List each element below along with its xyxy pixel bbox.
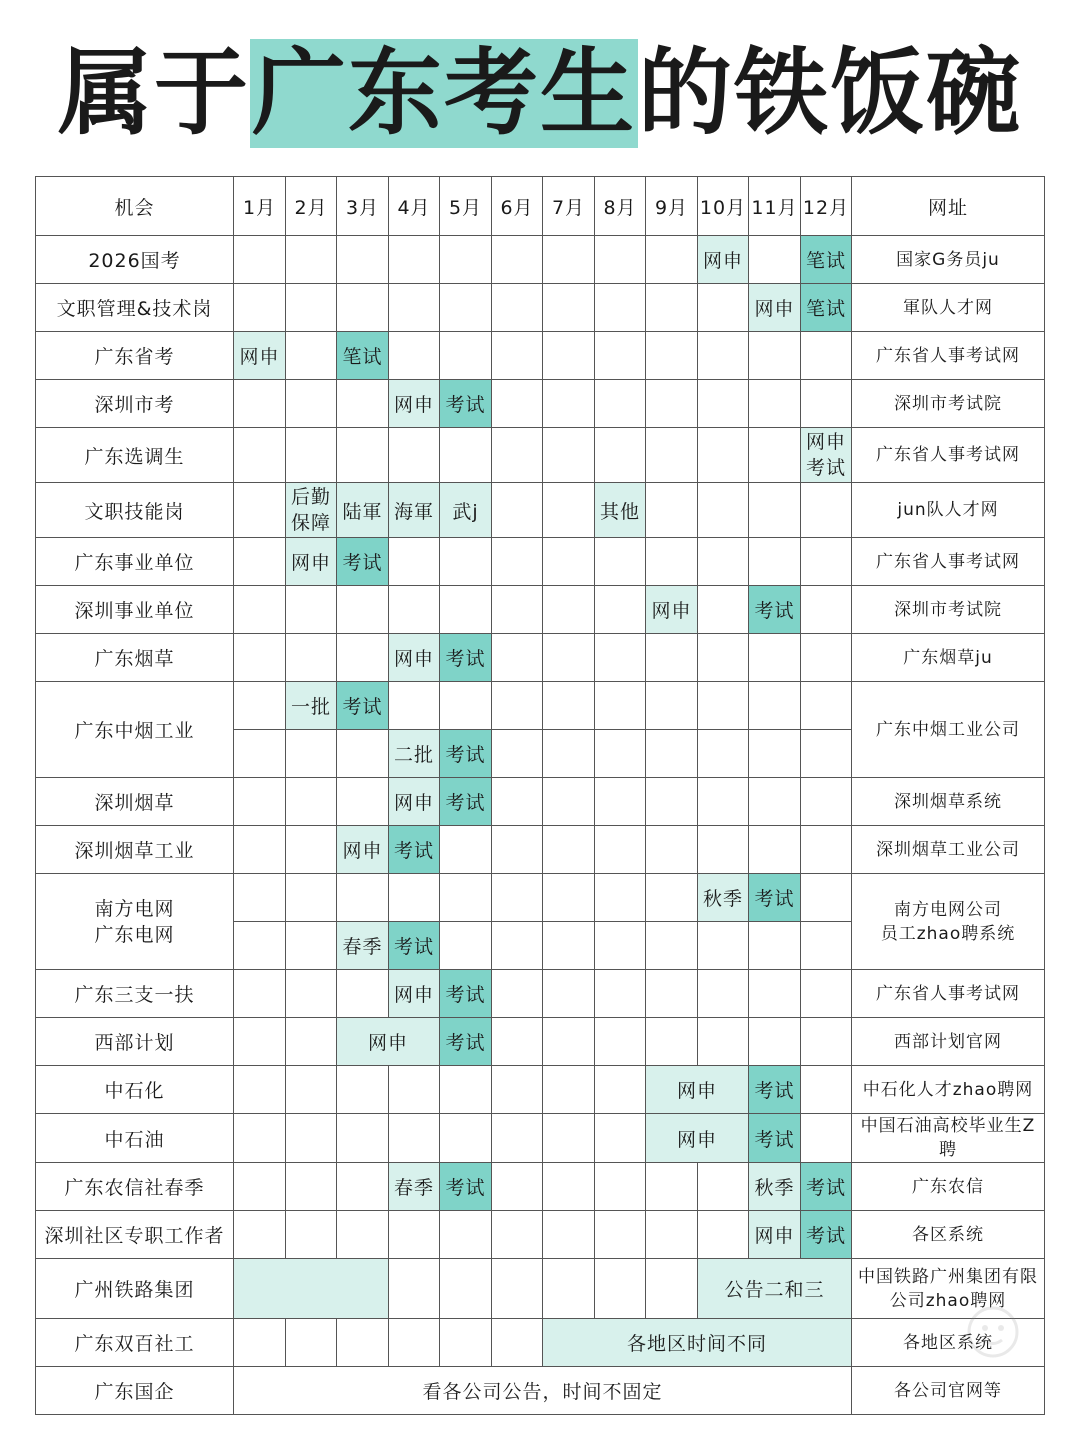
table-row <box>36 970 1045 1018</box>
header-website: 网址 <box>852 177 1045 236</box>
table-row <box>36 826 1045 874</box>
header-month: 1月 <box>234 177 286 236</box>
watermark-mascot-icon <box>958 1300 1028 1370</box>
opportunity-name: 广州铁路集团 <box>36 1259 234 1319</box>
website-name: 深圳市考试院 <box>852 380 1045 428</box>
schedule-cell: 考试 <box>337 682 389 730</box>
table-row <box>36 284 1045 332</box>
header-month: 12月 <box>801 177 852 236</box>
schedule-cell: 考试 <box>337 538 389 586</box>
website-name: 广东省人事考试网 <box>852 538 1045 586</box>
schedule-cell: 网申 <box>749 284 801 332</box>
table-row <box>36 586 1045 634</box>
table-row <box>36 1163 1045 1211</box>
schedule-cell: 考试 <box>749 874 801 922</box>
website-name: 中石化人才zhao聘网 <box>852 1066 1045 1114</box>
table-row <box>36 682 1045 730</box>
schedule-cell: 考试 <box>440 380 492 428</box>
schedule-cell: 陆軍 <box>337 483 389 538</box>
schedule-cell: 春季 <box>389 1163 440 1211</box>
table-row <box>36 778 1045 826</box>
table-row <box>36 332 1045 380</box>
table-row <box>36 1114 1045 1163</box>
table-row <box>36 538 1045 586</box>
website-name: 深圳烟草工业公司 <box>852 826 1045 874</box>
header-month: 10月 <box>698 177 749 236</box>
schedule-cell: 笔试 <box>801 236 852 284</box>
header-month: 6月 <box>492 177 543 236</box>
schedule-cell: 考试 <box>749 1114 801 1163</box>
header-month: 2月 <box>286 177 337 236</box>
schedule-cell: 考试 <box>440 1018 492 1066</box>
website-name: 各地区系统 <box>852 1319 1045 1367</box>
schedule-cell: 春季 <box>337 922 389 970</box>
schedule-cell: 后勤 保障 <box>286 483 337 538</box>
schedule-cell: 考试 <box>389 826 440 874</box>
schedule-cell: 笔试 <box>801 284 852 332</box>
schedule-cell: 网申 <box>646 1066 749 1114</box>
website-name: 軍队人才网 <box>852 284 1045 332</box>
schedule-cell: 看各公司公告，时间不固定 <box>234 1367 852 1415</box>
schedule-cell: 网申 <box>389 970 440 1018</box>
opportunity-name: 中石油 <box>36 1114 234 1163</box>
opportunity-name: 深圳市考 <box>36 380 234 428</box>
website-name: 西部计划官网 <box>852 1018 1045 1066</box>
schedule-cell: 考试 <box>440 634 492 682</box>
website-name: 深圳烟草系统 <box>852 778 1045 826</box>
opportunity-name: 广东国企 <box>36 1367 234 1415</box>
opportunity-name: 广东双百社工 <box>36 1319 234 1367</box>
website-name: 广东农信 <box>852 1163 1045 1211</box>
table-row <box>36 428 1045 483</box>
schedule-cell: 考试 <box>801 1211 852 1259</box>
header-month: 3月 <box>337 177 389 236</box>
opportunity-name: 文职管理&技术岗 <box>36 284 234 332</box>
opportunity-name: 广东事业单位 <box>36 538 234 586</box>
schedule-cell: 网申 考试 <box>801 428 852 483</box>
website-name: 中国石油高校毕业生Z聘 <box>852 1114 1045 1163</box>
opportunity-name: 深圳社区专职工作者 <box>36 1211 234 1259</box>
schedule-cell: 二批 <box>389 730 440 778</box>
schedule-cell: 网申 <box>286 538 337 586</box>
schedule-cell: 考试 <box>801 1163 852 1211</box>
schedule-cell: 网申 <box>389 634 440 682</box>
website-name: 国家G务员ju <box>852 236 1045 284</box>
schedule-cell: 考试 <box>440 1163 492 1211</box>
table-row <box>36 1367 1045 1415</box>
opportunity-name: 南方电网 广东电网 <box>36 874 234 970</box>
table-row <box>36 380 1045 428</box>
schedule-cell: 各地区时间不同 <box>543 1319 852 1367</box>
schedule-cell: 网申 <box>646 1114 749 1163</box>
title-suffix: 的铁饭碗 <box>638 39 1023 148</box>
schedule-cell: 网申 <box>234 332 286 380</box>
opportunity-name: 深圳烟草工业 <box>36 826 234 874</box>
website-name: 广东中烟工业公司 <box>852 682 1045 778</box>
title-highlight: 广东考生 <box>251 39 636 148</box>
schedule-cell: 网申 <box>337 1018 440 1066</box>
schedule-cell: 秋季 <box>749 1163 801 1211</box>
opportunity-name: 广东选调生 <box>36 428 234 483</box>
schedule-cell: 考试 <box>440 730 492 778</box>
page-title <box>0 38 1080 150</box>
website-name: 各区系统 <box>852 1211 1045 1259</box>
table-row <box>36 1259 1045 1319</box>
schedule-cell: 网申 <box>337 826 389 874</box>
schedule-cell: 网申 <box>698 236 749 284</box>
schedule-cell: 网申 <box>749 1211 801 1259</box>
table-row <box>36 1066 1045 1114</box>
schedule-cell: 考试 <box>749 1066 801 1114</box>
opportunity-name: 广东烟草 <box>36 634 234 682</box>
opportunity-name: 广东农信社春季 <box>36 1163 234 1211</box>
header-month: 4月 <box>389 177 440 236</box>
website-name: 各公司官网等 <box>852 1367 1045 1415</box>
header-month: 5月 <box>440 177 492 236</box>
header-month: 7月 <box>543 177 595 236</box>
title-prefix: 属于 <box>57 39 250 148</box>
opportunity-name: 文职技能岗 <box>36 483 234 538</box>
opportunity-name: 广东三支一扶 <box>36 970 234 1018</box>
website-name: 广东省人事考试网 <box>852 428 1045 483</box>
schedule-cell: 秋季 <box>698 874 749 922</box>
schedule-cell: 考试 <box>749 586 801 634</box>
header-month: 9月 <box>646 177 698 236</box>
opportunity-name: 深圳事业单位 <box>36 586 234 634</box>
schedule-cell: 武j <box>440 483 492 538</box>
schedule-cell: 网申 <box>389 778 440 826</box>
header-month: 8月 <box>595 177 646 236</box>
website-name: 广东烟草ju <box>852 634 1045 682</box>
table-row <box>36 874 1045 922</box>
table-row <box>36 1018 1045 1066</box>
schedule-cell: 公告二和三 <box>698 1259 852 1319</box>
table-row <box>36 634 1045 682</box>
opportunity-name: 广东省考 <box>36 332 234 380</box>
website-name: 中国铁路广州集团有限公司zhao聘网 <box>852 1259 1045 1319</box>
header-opportunity: 机会 <box>36 177 234 236</box>
table-row <box>36 1319 1045 1367</box>
website-name: 广东省人事考试网 <box>852 332 1045 380</box>
table-row <box>36 236 1045 284</box>
website-name: 广东省人事考试网 <box>852 970 1045 1018</box>
opportunity-name: 中石化 <box>36 1066 234 1114</box>
table-row <box>36 483 1045 538</box>
opportunity-name: 深圳烟草 <box>36 778 234 826</box>
website-name: 深圳市考试院 <box>852 586 1045 634</box>
header-row <box>36 177 1045 236</box>
schedule-cell: 考试 <box>389 922 440 970</box>
schedule-cell: 网申 <box>389 380 440 428</box>
opportunity-name: 广东中烟工业 <box>36 682 234 778</box>
website-name: 南方电网公司 员工zhao聘系统 <box>852 874 1045 970</box>
schedule-cell: 考试 <box>440 970 492 1018</box>
schedule-cell: 网申 <box>646 586 698 634</box>
website-name: jun队人才网 <box>852 483 1045 538</box>
header-month: 11月 <box>749 177 801 236</box>
schedule-cell: 一批 <box>286 682 337 730</box>
opportunity-name: 西部计划 <box>36 1018 234 1066</box>
exam-schedule-table <box>35 176 1045 1415</box>
schedule-cell: 其他 <box>595 483 646 538</box>
table-row <box>36 1211 1045 1259</box>
opportunity-name: 2026国考 <box>36 236 234 284</box>
schedule-cell: 笔试 <box>337 332 389 380</box>
schedule-cell <box>234 1259 389 1319</box>
schedule-cell: 考试 <box>440 778 492 826</box>
schedule-cell: 海軍 <box>389 483 440 538</box>
